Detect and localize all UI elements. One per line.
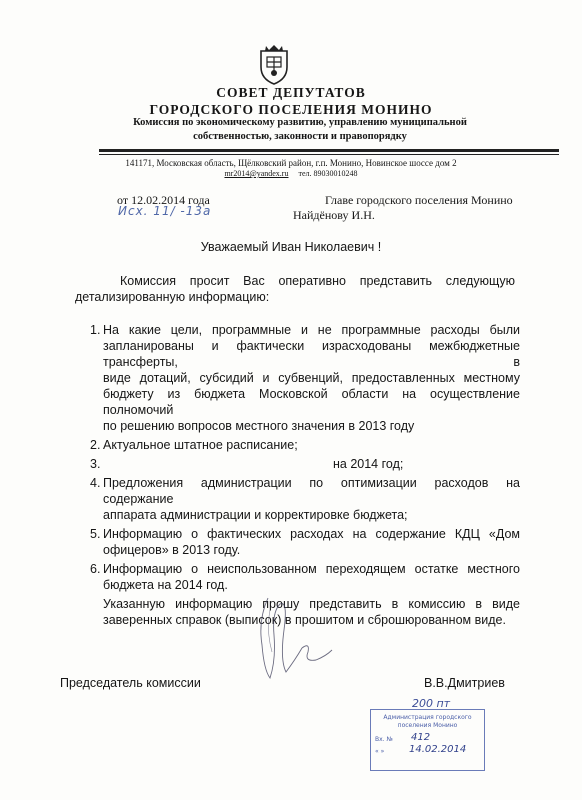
list-item — [80, 561, 520, 593]
item-line: аппарата администрации и корректировке бюджета; — [103, 508, 408, 522]
item-line: бюджету из бюджета Московской области на осуществление полномочий — [103, 387, 520, 417]
list-item — [80, 456, 520, 472]
org-title: СОВЕТ ДЕПУТАТОВ — [216, 85, 366, 100]
list-item — [80, 322, 520, 434]
item-line: запланированы и фактически израсходованы межбюджетные трансферты, в — [103, 339, 520, 369]
item-number: 2. — [90, 438, 101, 452]
item-number: 1. — [90, 323, 101, 337]
greeting: Уважаемый Иван Николаевич ! — [200, 240, 382, 254]
list-item — [80, 437, 520, 453]
list-item — [80, 526, 520, 558]
signatory-name: В.В.Дмитриев — [424, 676, 505, 690]
item-number: 6. — [90, 562, 101, 576]
item-line: Информацию о неиспользованном переходящем остатке местного — [103, 562, 520, 576]
item-number: 4. — [90, 476, 101, 490]
header-rule-thin — [99, 154, 559, 155]
address: 141171, Московская область, Щёлковский район, г.п. Монино, Новинское шоссе дом 2 — [125, 158, 457, 168]
outgoing-number: Исх. 11/ -13а — [118, 204, 212, 218]
phone: тел. 89030010248 — [298, 169, 358, 178]
closing-line: Указанную информацию прошу представить в комиссию в виде — [103, 597, 520, 611]
intro-line2: детализированную информацию: — [75, 290, 270, 304]
stamp-date-label: « » — [375, 748, 385, 755]
handwritten-signature — [240, 590, 340, 685]
committee-name-line2: собственностью, законности и правопорядку — [193, 131, 407, 142]
org-subtitle: ГОРОДСКОГО ПОСЕЛЕНИЯ МОНИНО — [149, 102, 433, 117]
item-line: виде дотаций, субсидий и субвенций, предоставленных местному — [103, 371, 520, 385]
item-line: Актуальное штатное расписание; — [103, 438, 298, 452]
intro-line1: Комиссия просит Вас оперативно представить следующую — [120, 274, 515, 288]
item-line: Предложения администрации по оптимизации расходов на содержание — [103, 476, 520, 506]
stamp-in-number: 412 — [411, 732, 431, 743]
list-item — [80, 475, 520, 523]
item-line: На какие цели, программные и не программные расходы были — [103, 323, 520, 337]
stamp-in-label: Вх. № — [375, 736, 393, 743]
item-line: Информацию о фактических расходах на содержание КДЦ «Дом — [103, 527, 520, 541]
request-list — [80, 322, 520, 628]
stamp-org-line2: поселения Монино — [397, 722, 458, 729]
closing-line: заверенных справок (выписок) в прошитом и сброшюрованном виде. — [103, 613, 506, 627]
item-number: 3. — [90, 457, 101, 471]
item-line: офицеров» в 2013 году. — [103, 543, 241, 557]
item-line: бюджета на 2014 год. — [103, 578, 228, 592]
registration-stamp — [370, 709, 485, 771]
item-number: 5. — [90, 527, 101, 541]
recipient-name: Найдёнову И.Н. — [293, 208, 375, 222]
letter-date: от 12.02.2014 года — [117, 193, 210, 207]
intro-paragraph — [75, 273, 515, 305]
item-line: по решению вопросов местного значения в 2013 году — [103, 419, 415, 433]
coat-of-arms-icon — [257, 43, 291, 85]
stamp-date: 14.02.2014 — [409, 744, 467, 755]
committee-name-line1: Комиссия по экономическому развитию, управлению муниципальной — [133, 117, 467, 128]
contacts — [0, 169, 582, 178]
handwritten-reg-number: 200 пт — [412, 697, 451, 710]
header-rule-thick — [99, 149, 559, 152]
stamp-org-line1: Администрация городского — [383, 714, 472, 721]
item-line: на 2014 год; — [333, 457, 404, 471]
signatory-title: Председатель комиссии — [60, 676, 201, 690]
email-link[interactable]: mr2014@yandex.ru — [224, 169, 289, 178]
recipient-title: Главе городского поселения Монино — [325, 193, 513, 207]
